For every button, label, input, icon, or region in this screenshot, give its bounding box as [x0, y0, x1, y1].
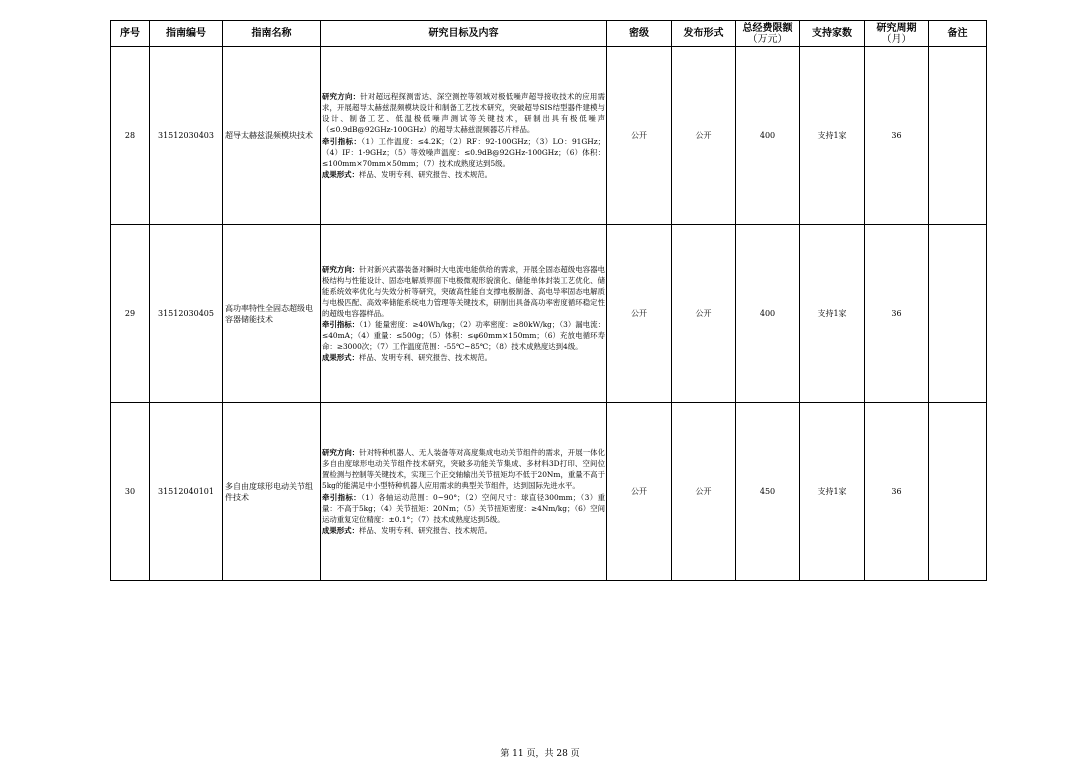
result-paragraph [322, 169, 605, 180]
header-publish: 发布形式 [672, 21, 736, 47]
result-text: 样品、发明专利、研究报告、技术规范。 [358, 169, 493, 179]
index-paragraph [322, 319, 605, 352]
cell-content [321, 225, 607, 403]
cell-secret: 公开 [607, 225, 672, 403]
header-seq: 序号 [111, 21, 150, 47]
result-paragraph [322, 352, 605, 363]
header-row [111, 21, 987, 47]
cell-code: 31512030403 [150, 47, 223, 225]
index-text: （1）各轴运动范围：0~90°；（2）空间尺寸：球直径300mm；（3）重量：不高于5kg；（4）关节扭矩：20Nm；（5）关节扭矩密度：≥4Nm/kg；（6）空间运动重复定位精度：±0.1°；（7）技术成熟度达到5级。 [322, 492, 605, 524]
index-label: 牵引指标： [322, 492, 362, 502]
cell-support: 支持1家 [800, 47, 865, 225]
header-period-unit: （月） [881, 33, 912, 45]
cell-period: 36 [865, 225, 929, 403]
cell-publish: 公开 [672, 403, 736, 581]
header-content: 研究目标及内容 [321, 21, 607, 47]
cell-seq: 29 [111, 225, 150, 403]
table-row [111, 47, 987, 225]
header-budget-unit: （万元） [747, 33, 788, 45]
cell-code: 31512040101 [150, 403, 223, 581]
result-label: 成果形式： [322, 525, 359, 535]
cell-name: 高功率特性全固态超级电容器储能技术 [223, 225, 321, 403]
cell-content [321, 403, 607, 581]
direction-paragraph [322, 264, 605, 319]
cell-remark [929, 403, 987, 581]
page-footer: 第 11 页，共 28 页 [500, 749, 580, 759]
result-text: 样品、发明专利、研究报告、技术规范。 [358, 353, 493, 363]
direction-label: 研究方向： [322, 92, 361, 102]
result-label: 成果形式： [322, 353, 359, 363]
table-row [111, 403, 987, 581]
cell-budget: 450 [736, 403, 800, 581]
direction-label: 研究方向： [322, 264, 360, 274]
index-text: （1）能量密度：≥40Wh/kg；（2）功率密度：≥80kW/kg；（3）漏电流：≤40mA；（4）重量：≤500g；（5）体积：≤φ60mm×150mm；（6）充放电循环寿命：≥3000次；（7）工作温度范围：-55℃~85℃；（8）技术成熟度达到4级。 [322, 320, 605, 352]
table-row [111, 225, 987, 403]
result-text: 样品、发明专利、研究报告、技术规范。 [358, 525, 493, 535]
header-support: 支持家数 [800, 21, 865, 47]
header-budget-label: 总经费限额 [742, 22, 793, 34]
cell-publish: 公开 [672, 225, 736, 403]
direction-paragraph [322, 447, 605, 491]
cell-remark [929, 47, 987, 225]
result-paragraph [322, 525, 605, 536]
header-secret: 密级 [607, 21, 672, 47]
cell-support: 支持1家 [800, 225, 865, 403]
direction-text: 针对特种机器人、无人装备等对高度集成电动关节组件的需求，开展一体化多自由度球形电动关节组件技术研究，突破多功能关节集成、多材料3D打印、空间位置检测与控制等关键技术，实现三个正交轴输出关节扭矩均不低于20Nm，重量不高于5kg的能满足中小型特种机器人应用需求的典型关节组件，达到国际先进水平。 [322, 448, 605, 491]
cell-secret: 公开 [607, 47, 672, 225]
cell-name: 超导太赫兹混频模块技术 [223, 47, 321, 225]
header-budget [736, 21, 800, 47]
cell-publish: 公开 [672, 47, 736, 225]
index-label: 牵引指标： [322, 320, 360, 330]
header-period [865, 21, 929, 47]
guide-table [110, 20, 987, 581]
cell-support: 支持1家 [800, 403, 865, 581]
cell-remark [929, 225, 987, 403]
cell-code: 31512030405 [150, 225, 223, 403]
header-name: 指南名称 [223, 21, 321, 47]
header-period-label: 研究周期 [876, 22, 917, 34]
cell-content [321, 47, 607, 225]
cell-secret: 公开 [607, 403, 672, 581]
cell-budget: 400 [736, 225, 800, 403]
cell-seq: 28 [111, 47, 150, 225]
header-code: 指南编号 [150, 21, 223, 47]
header-remark: 备注 [929, 21, 987, 47]
index-label: 牵引指标： [322, 136, 362, 146]
index-paragraph [322, 136, 605, 169]
cell-period: 36 [865, 47, 929, 225]
cell-seq: 30 [111, 403, 150, 581]
cell-period: 36 [865, 403, 929, 581]
cell-name: 多自由度球形电动关节组件技术 [223, 403, 321, 581]
index-text: （1）工作温度：≤4.2K；（2）RF：92-100GHz；（3）LO：91GHz；（4）IF：1-9GHz；（5）等效噪声温度：≤0.9dB@92GHz-100GHz；（6）体积：≤100mm×70mm×50mm；（7）技术成熟度达到5级。 [322, 136, 605, 168]
direction-paragraph [322, 91, 605, 135]
cell-budget: 400 [736, 47, 800, 225]
direction-text: 针对超远程探测雷达、深空测控等领域对极低噪声超导接收技术的应用需求，开展超导太赫兹混频模块设计和制备工艺技术研究，突破超导SIS结型器件建模与设计、制备工艺、低温极低噪声测试等关键技术，研制出具有极低噪声（≤0.9dB@92GHz-100GHz）的超导太赫兹混频器芯片样品。 [322, 92, 605, 135]
direction-label: 研究方向： [322, 448, 360, 458]
direction-text: 针对新兴武器装备对瞬时大电流电能供给的需求，开展全固态超级电容器电极结构与性能设计、固态电解质界面下电极微观形貌演化、储能单体封装工艺优化、储能系统效率优化与失效分析等研究，突破高性能自支撑电极制备、高电导率固态电解质与电极匹配、高效率储能系统电力管理等关键技术，研制出具备高功率密度循环稳定性的超级电容器样品。 [322, 264, 605, 318]
index-paragraph [322, 492, 605, 525]
result-label: 成果形式： [322, 169, 359, 179]
